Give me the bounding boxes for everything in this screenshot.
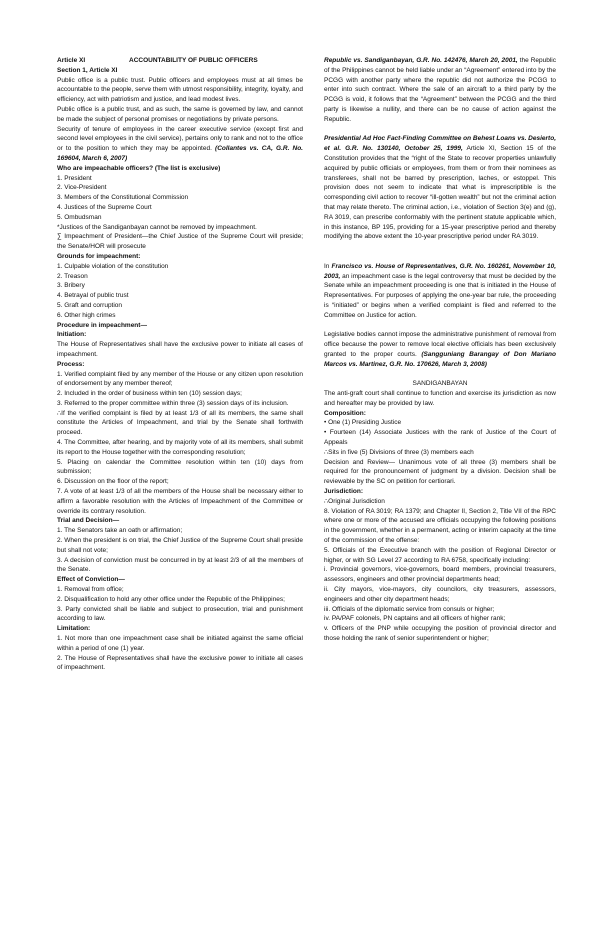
subheading: Initiation: [57,331,87,339]
paragraph: The House of Representatives shall have the exclusive power to initiate all cases of impeachment. [57,341,303,358]
list-item: 1. The Senators take an oath or affirmation; [57,527,183,535]
list-item: 2. Treason [57,272,88,280]
list-item: 2. Included in the order of business within ten (10) session days; [57,390,242,398]
list-item: 7. A vote of at least 1/3 of all the members of the House shall be necessary either to affirm a favorable resolution with the Articles of Impeachment of the Committee or override its contrary resolution. [57,488,303,515]
case-paragraph [324,56,556,125]
list-item: 2. Disqualification to hold any other office under the Republic of the Philippines; [57,595,285,603]
case-paragraph [324,134,556,242]
paragraph: Decision and Review— Unanimous vote of all three (3) members shall be required for the pronouncement of judgment by a division. Decision shall be reviewable by the SC on petition for certiorari. [324,458,556,486]
paragraph: Public office is a public trust, and as such, the same is governed by law, and cannot be made the subject of personal promises or negotiations by private persons. [57,105,303,123]
list-item: iii. Officials of the diplomatic service from consuls or higher; [324,605,495,613]
list-item: iv. PA/PAF colonels, PN captains and all officers of higher rank; [324,615,506,623]
paragraph-lead: In [324,262,332,270]
paragraph: Public office is a public trust. Public officers and employees must at all times be accountable to the people, serve them with utmost responsibility, integrity, loyalty, and efficiency, act with patriotism and justice, and lead modest lives. [57,76,303,104]
subheading: Who are impeachable officers? (The list is exclusive) [57,164,221,172]
list-item: 3. Party convicted shall be liable and subject to prosecution, trial and punishment according to law. [57,605,303,623]
paragraph-text: Security of tenure of employees in the career executive service (except first and second level employees in the civil service), pertains only to rank and not to the office or to the position to which they may be appointed. [57,125,303,153]
list-item: 1. Not more than one impeachment case shall be initiated against the same official within a period of one (1) year. [57,635,303,652]
subheading: Composition: [324,409,366,417]
paragraph-text: an impeachment case is the legal controversy that must be decided by the Senate while an impeachment proceeding is one that is initiated in the House of Representatives. For purposes of applying the one-year bar rule, the proceeding is “initiated” or begins when a verified complaint is filed and referred to the Committee on Justice for action. [324,272,556,319]
list-item: • One (1) Presiding Justice [324,419,402,427]
case-paragraph [324,262,556,321]
paragraph-text: Article XI, Section 15 of the Constitution provides that the “right of the State to recover properties unlawfully acquired by public officials or employees, from them or from their nominees as transferees, shall not be barred by prescription, laches, or estoppel. This provision does not seem to indicate that what is imprescriptible is the corresponding civil action to recover “ill-gotten wealth” but not the criminal action that may relate thereto. The criminal action, i.e., violation of Section 3(e) and (g), RA 3019, can prescribe conformably with the pertinent statute applicable which, in this instance, BP 195, providing for a 15-year prescriptive period and thereby modifying the above extent the 10-year prescriptive period under RA 3019. [324,145,556,241]
list-item: 3. A decision of conviction must be concurred in by at least 2/3 of all the members of the Senate. [57,556,303,574]
list-item: 3. Referred to the proper committee within three (3) session days of its inclusion. [57,399,289,407]
paragraph-text: the Republic of the Philippines cannot be held liable under an “Agreement” entered into by the PCGG with another party where the republic did not authorize the PCGG to enter into such contract. Where the sale of an aircraft to a third party by the PCGG is void, it follows that the “Agreement” between the PCGG and the third party is likewise a nullity, and there can be no cause of action against the Republic. [324,57,556,123]
list-item: 5. Placing on calendar the Committee resolution within ten (10) days from submission; [57,458,303,476]
right-column [324,56,556,644]
case-citation: (Collantes vs. CA, G.R. No. 169604, March 6, 2007) [57,145,303,162]
list-item: 2. When the president is on trial, the Chief Justice of the Supreme Court shall preside but shall not vote; [57,537,303,554]
subheading: Trial and Decision— [57,517,120,525]
list-item: 4. Betrayal of public trust [57,292,129,300]
section-heading: Section 1, Article XI [57,66,118,74]
list-item: 3. Members of the Constitutional Commission [57,194,189,202]
case-citation: Presidential Ad Hoc Fact-Finding Committee on Behest Loans vs. Desierto, et al. G.R. No. 130140, October 25, 1999, [324,135,556,153]
list-item: 1. Culpable violation of the constitution [57,262,169,270]
list-item: 6. Other high crimes [57,311,116,319]
case-citation: Republic vs. Sandiganbayan, G.R. No. 142476, March 20, 2001, [324,57,518,64]
article-title: ACCOUNTABILITY OF PUBLIC OFFICERS [129,57,258,64]
list-item: ∴Sits in five (5) Divisions of three (3) members each [324,448,474,456]
list-item: 1. Verified complaint filed by any member of the House or any citizen upon resolution of endorsement by any member thereof; [57,370,303,388]
list-item: 2. Vice-President [57,184,107,192]
list-item: v. Officers of the PNP while occupying the position of provincial director and those holding the rank of senior superintendent or higher; [324,625,556,643]
subheading: Jurisdiction: [324,488,364,496]
list-item: • Fourteen (14) Associate Justices with the rank of Justice of the Court of Appeals [324,429,556,447]
list-item: 5. Ombudsman [57,213,102,221]
left-column [57,56,303,673]
case-citation: (Sangguniang Barangay of Don Mariano Marcos vs. Martinez, G.R. No. 170626, March 3, 2008) [324,350,556,368]
list-item: 5. Graft and corruption [57,301,123,309]
list-item: 4. The Committee, after hearing, and by majority vote of all its members, shall submit its report to the House together with the corresponding resolution; [57,439,303,456]
spacer [324,125,556,135]
list-item: 6. Discussion on the floor of the report; [57,478,169,486]
spacer [324,370,556,380]
note: ∑ Impeachment of President—the Chief Justice of the Supreme Court will preside; the Senate/HOR will prosecute [57,233,303,251]
subheading: Effect of Conviction— [57,576,125,584]
subheading: Grounds for impeachment: [57,252,141,260]
case-paragraph [324,330,556,369]
subheading: Procedure in impeachment— [57,321,147,329]
paragraph-text: Legislative bodies cannot impose the administrative punishment of removal from office because the power to remove local elective officials has been exclusively granted to the proper courts. [324,331,556,358]
article-heading [57,56,303,66]
list-item: 8. Violation of RA 3019; RA 1379; and Chapter II, Section 2, Title VII of the RPC where one or more of the accused are officials occupying the following positions in the government, whether in a permanent, acting or interim capacity at the time of the commission of the offense: [324,507,556,545]
list-item: 3. Bribery [57,282,85,290]
list-item: ii. City mayors, vice-mayors, city councilors, city treasurers, assessors, engineers and other city department heads; [324,586,556,603]
list-item: 2. The House of Representatives shall have the exclusive power to initiate all cases of impeachment. [57,654,303,672]
note: *Justices of the Sandiganbayan cannot be removed by impeachment. [57,223,257,231]
case-citation: Francisco vs. House of Representatives, G.R. No. 160261, November 10, 2003, [324,262,556,280]
list-item: 1. President [57,174,92,182]
list-item: 5. Officials of the Executive branch with the position of Regional Director or higher, or with SG Level 27 according to RA 6758, specifically including: [324,546,556,564]
list-item: ∴If the verified complaint is filed by at least 1/3 of all its members, the same shall constitute the Articles of Impeachment, and trial by the Senate shall forthwith proceed. [57,409,303,437]
section-title: SANDIGANBAYAN [412,380,468,388]
article-number: Article XI [57,57,86,64]
list-item: ∴Original Jurisdiction [324,497,385,505]
subheading: Limitation: [57,625,91,633]
subheading: Process: [57,360,85,368]
list-item: 4. Justices of the Supreme Court [57,203,152,211]
list-item: i. Provincial governors, vice-governors, board members, provincial treasurers, assessors, engineers and other provincial departments head; [324,566,556,584]
spacer [324,321,556,331]
paragraph: The anti-graft court shall continue to function and exercise its jurisdiction as now and hereafter may be provided by law. [324,390,556,407]
spacer [324,242,556,262]
paragraph [57,125,303,164]
list-item: 1. Removal from office; [57,586,124,594]
